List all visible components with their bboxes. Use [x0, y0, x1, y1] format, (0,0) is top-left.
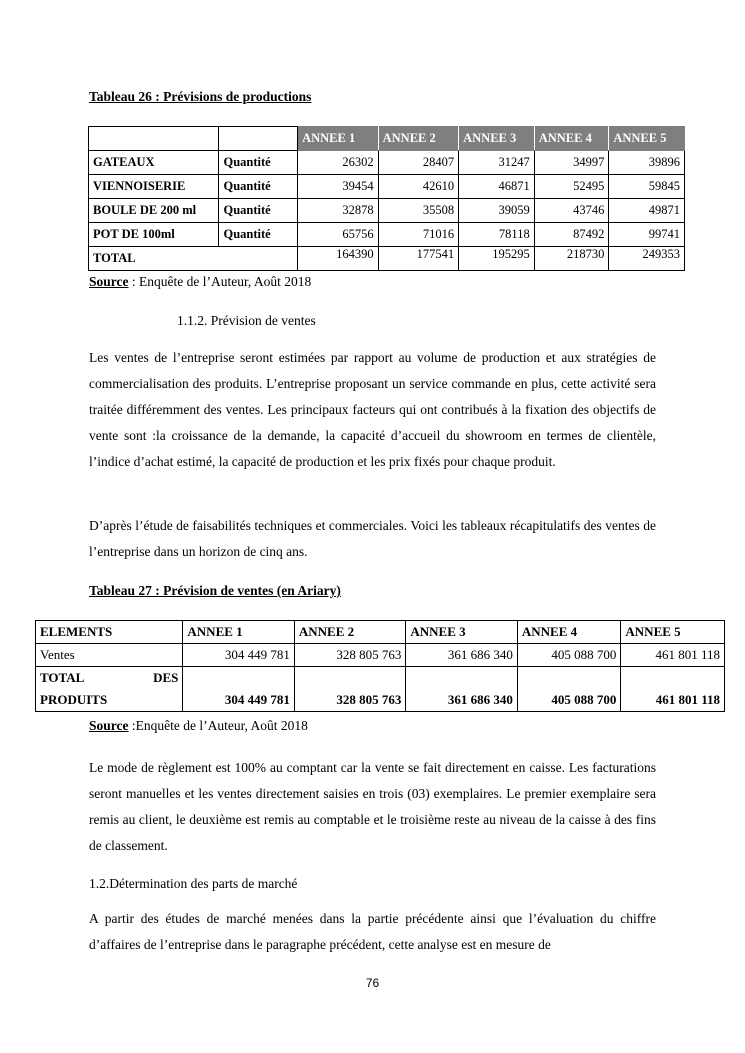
total-row	[89, 247, 685, 271]
unit-label: Quantité	[219, 175, 298, 199]
total-label: TOTAL	[89, 247, 298, 271]
table-cell: 405 088 700	[517, 667, 621, 712]
column-header: ANNEE 3	[459, 127, 535, 151]
table-cell: 164390	[298, 247, 379, 271]
row-label: BOULE DE 200 ml	[89, 199, 219, 223]
total-label-word: DES	[153, 670, 179, 685]
sales-forecast-table	[35, 620, 725, 712]
paragraph: Les ventes de l’entreprise seront estimées par rapport au volume de production et aux stratégies de commercialisation des produits. L’entreprise proposant un service commande en plus, cette activité sera traitée différemment des ventes. Les principaux facteurs qui ont contribués à la fixation des objectifs de vente sont :la croissance de la demande, la capacité d’accueil du showroom en termes de clientèle, l’indice d’achat estimé, la capacité de production et les prix fixés pour chaque produit.	[89, 350, 656, 469]
paragraph: A partir des études de marché menées dans la partie précédente ainsi que l’évaluation du chiffre d’affaires de l’entreprise dans le paragraphe précédent, cette analyse est en mesure de	[89, 911, 656, 952]
page-number: 76	[365, 976, 380, 990]
total-row	[36, 667, 725, 712]
column-header: ANNEE 2	[294, 621, 405, 644]
table-cell	[219, 127, 298, 151]
table-row	[36, 644, 725, 667]
column-header: ANNEE 4	[517, 621, 621, 644]
source-label: Source	[89, 718, 129, 733]
column-header: ANNEE 2	[378, 127, 459, 151]
table-row	[89, 175, 685, 199]
source-text: : Enquête de l’Auteur, Août 2018	[128, 274, 312, 289]
table-cell: 39059	[459, 199, 535, 223]
table-cell: 49871	[609, 199, 685, 223]
table-cell: 42610	[378, 175, 459, 199]
row-label: VIENNOISERIE	[89, 175, 219, 199]
table-cell: 328 805 763	[294, 644, 405, 667]
table-cell: 177541	[378, 247, 459, 271]
table-cell: 31247	[459, 151, 535, 175]
paragraph: Le mode de règlement est 100% au comptant car la vente se fait directement en caisse. Les facturations seront manuelles et les ventes directement saisies en trois (03) exemplaires. Le premier exemplaire sera remis au client, le deuxième est remis au comptable et le troisième reste au niveau de la caisse à des fins de classement.	[89, 760, 656, 853]
table-cell: 195295	[459, 247, 535, 271]
table-cell: 43746	[534, 199, 609, 223]
table-cell: 304 449 781	[183, 644, 294, 667]
table-cell: 52495	[534, 175, 609, 199]
table-cell: 99741	[609, 223, 685, 247]
table-cell: 26302	[298, 151, 379, 175]
total-label	[36, 667, 183, 712]
total-label-word: PRODUITS	[40, 692, 108, 707]
table-cell: 71016	[378, 223, 459, 247]
table-header-row	[36, 621, 725, 644]
column-header: ANNEE 5	[609, 127, 685, 151]
unit-label: Quantité	[219, 151, 298, 175]
column-header: ANNEE 4	[534, 127, 609, 151]
column-header: ANNEE 1	[298, 127, 379, 151]
table-cell: 361 686 340	[406, 667, 517, 712]
table-cell: 328 805 763	[294, 667, 405, 712]
column-header: ANNEE 5	[621, 621, 725, 644]
table27-source	[89, 718, 308, 734]
row-label: POT DE 100ml	[89, 223, 219, 247]
table-cell: 249353	[609, 247, 685, 271]
table-cell: 361 686 340	[406, 644, 517, 667]
total-label-word: TOTAL	[40, 670, 85, 685]
table-cell: 304 449 781	[183, 667, 294, 712]
table-cell: 87492	[534, 223, 609, 247]
unit-label: Quantité	[219, 199, 298, 223]
source-text: :Enquête de l’Auteur, Août 2018	[128, 718, 308, 733]
source-label: Source	[89, 274, 129, 289]
column-header: ANNEE 1	[183, 621, 294, 644]
table-row	[89, 199, 685, 223]
table-cell: 28407	[378, 151, 459, 175]
unit-label: Quantité	[219, 223, 298, 247]
column-header: ANNEE 3	[406, 621, 517, 644]
table-header-row	[89, 127, 685, 151]
table27-caption: Tableau 27 : Prévision de ventes (en Ariary)	[89, 583, 341, 598]
table26-caption: Tableau 26 : Prévisions de productions	[89, 89, 312, 104]
table-cell: 59845	[609, 175, 685, 199]
table-cell: 32878	[298, 199, 379, 223]
table-cell: 78118	[459, 223, 535, 247]
paragraph: D’après l’étude de faisabilités techniques et commerciales. Voici les tableaux récapitulatifs des ventes de l’entreprise dans un horizon de cinq ans.	[89, 518, 656, 559]
production-forecast-table	[88, 126, 685, 271]
table-row	[89, 223, 685, 247]
row-label: GATEAUX	[89, 151, 219, 175]
table-cell: 65756	[298, 223, 379, 247]
table-row	[89, 151, 685, 175]
table-cell: 405 088 700	[517, 644, 621, 667]
table-cell: 461 801 118	[621, 644, 725, 667]
table-cell: 46871	[459, 175, 535, 199]
table-cell	[89, 127, 219, 151]
column-header: ELEMENTS	[36, 621, 183, 644]
section-heading: 1.2.Détermination des parts de marché	[89, 876, 298, 891]
table26-source	[89, 274, 311, 290]
table-cell: 39454	[298, 175, 379, 199]
row-label: Ventes	[36, 644, 183, 667]
table-cell: 461 801 118	[621, 667, 725, 712]
table-cell: 35508	[378, 199, 459, 223]
table-cell: 218730	[534, 247, 609, 271]
section-heading: 1.1.2. Prévision de ventes	[177, 313, 316, 328]
table-cell: 34997	[534, 151, 609, 175]
table-cell: 39896	[609, 151, 685, 175]
